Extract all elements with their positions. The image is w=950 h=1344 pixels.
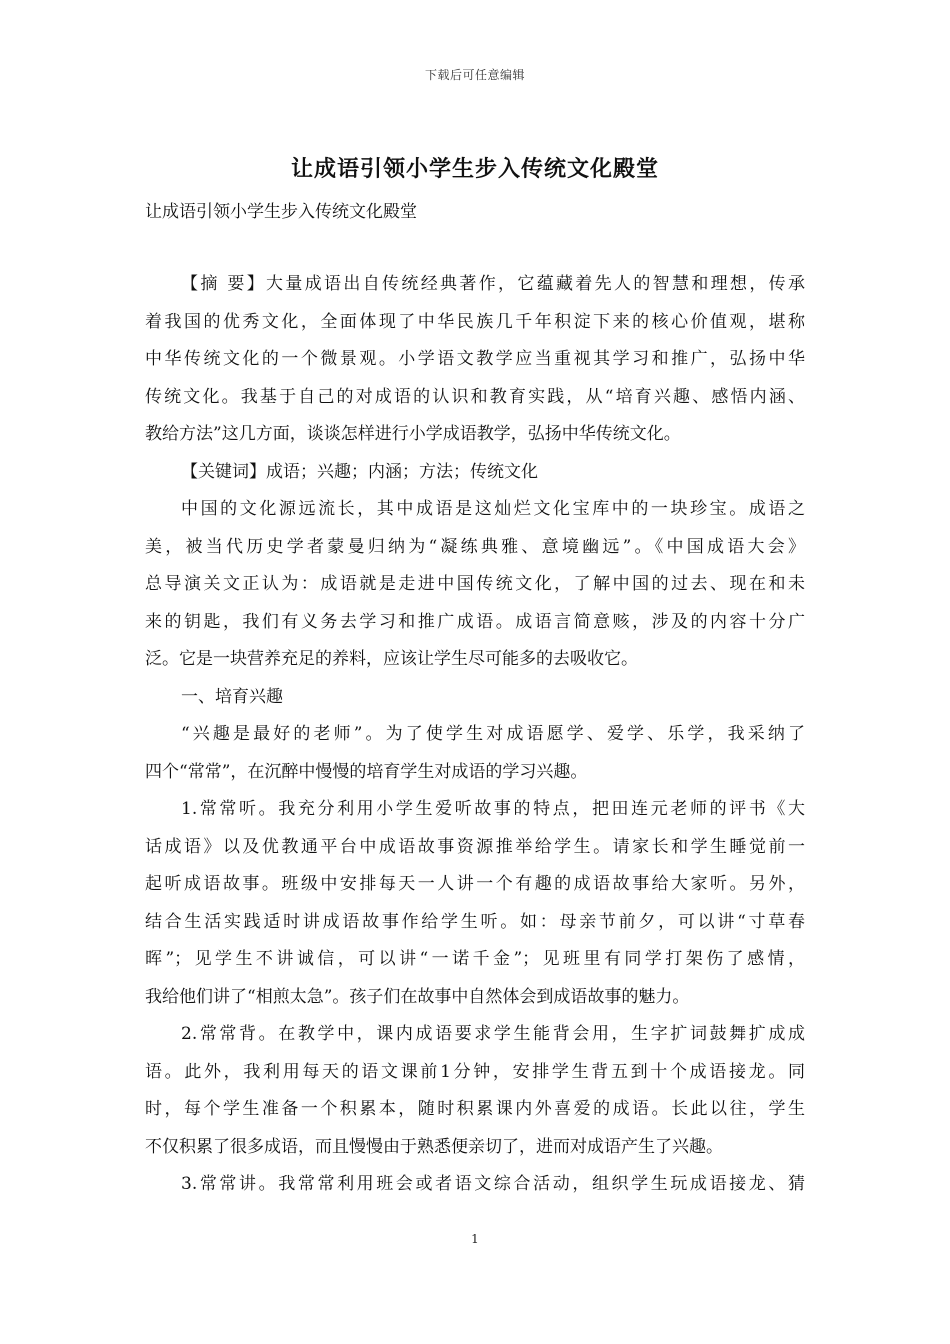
text-line: 中国的文化源远流长，其中成语是这灿烂文化宝库中的一块珍宝。成语之 bbox=[181, 499, 805, 519]
text-line: 1.常常听。我充分利用小学生爱听故事的特点，把田连元老师的评书《大 bbox=[181, 799, 805, 819]
text-line: 结合生活实践适时讲成语故事作给学生听。如：母亲节前夕，可以讲“寸草春 bbox=[145, 911, 805, 932]
header-note: 下载后可任意编辑 bbox=[424, 68, 525, 82]
text-line: 来的钥匙，我们有义务去学习和推广成语。成语言简意赅，涉及的内容十分广 bbox=[145, 611, 805, 632]
text-line: 语。此外，我利用每天的语文课前1分钟，安排学生背五到十个成语接龙。同 bbox=[145, 1061, 805, 1082]
text-line: 总导演关文正认为：成语就是走进中国传统文化，了解中国的过去、现在和未 bbox=[145, 574, 805, 594]
document-title: 让成语引领小学生步入传统文化殿堂 bbox=[290, 156, 659, 182]
text-line: 教给方法”这几方面，谈谈怎样进行小学成语教学，弘扬中华传统文化。 bbox=[145, 424, 681, 444]
text-line: 不仅积累了很多成语，而且慢慢由于熟悉便亲切了，进而对成语产生了兴趣。 bbox=[145, 1136, 723, 1157]
text-line: 中华传统文化的一个微景观。小学语文教学应当重视其学习和推广，弘扬中华 bbox=[145, 349, 805, 369]
keywords-line: 【关键词】成语；兴趣；内涵；方法；传统文化 bbox=[181, 461, 538, 482]
body-text bbox=[145, 266, 805, 1204]
text-line: “兴趣是最好的老师”。为了使学生对成语愿学、爱学、乐学，我采纳了 bbox=[181, 724, 805, 744]
text-line: 四个“常常”，在沉醉中慢慢的培育学生对成语的学习兴趣。 bbox=[145, 761, 588, 782]
text-line: 3.常常讲。我常常利用班会或者语文综合活动，组织学生玩成语接龙、猜 bbox=[181, 1174, 805, 1194]
text-line: 话成语》以及优教通平台中成语故事资源推举给学生。请家长和学生睡觉前一 bbox=[145, 836, 805, 857]
section-heading: 一、培育兴趣 bbox=[181, 686, 283, 707]
text-line: 时，每个学生准备一个积累本，随时积累课内外喜爱的成语。长此以往，学生 bbox=[145, 1099, 805, 1119]
text-line: 2.常常背。在教学中，课内成语要求学生能背会用，生字扩词鼓舞扩成成 bbox=[181, 1024, 805, 1044]
text-line: 我给他们讲了“相煎太急”。孩子们在故事中自然体会到成语故事的魅力。 bbox=[145, 986, 690, 1007]
text-line: 【摘 要】大量成语出自传统经典著作，它蕴藏着先人的智慧和理想，传承 bbox=[181, 274, 805, 294]
document-subtitle: 让成语引领小学生步入传统文化殿堂 bbox=[145, 202, 417, 222]
text-line: 泛。它是一块营养充足的养料，应该让学生尽可能多的去吸收它。 bbox=[145, 649, 638, 669]
page-number: 1 bbox=[471, 1232, 479, 1246]
text-line: 着我国的优秀文化，全面体现了中华民族几千年积淀下来的核心价值观，堪称 bbox=[145, 311, 805, 332]
text-line: 晖”；见学生不讲诚信，可以讲“一诺千金”；见班里有同学打架伤了感情， bbox=[145, 949, 805, 969]
text-line: 起听成语故事。班级中安排每天一人讲一个有趣的成语故事给大家听。另外， bbox=[145, 874, 805, 894]
text-line: 传统文化。我基于自己的对成语的认识和教育实践，从“培育兴趣、感悟内涵、 bbox=[145, 386, 805, 407]
text-line: 美，被当代历史学者蒙曼归纳为“凝练典雅、意境幽远”。《中国成语大会》 bbox=[145, 536, 805, 557]
